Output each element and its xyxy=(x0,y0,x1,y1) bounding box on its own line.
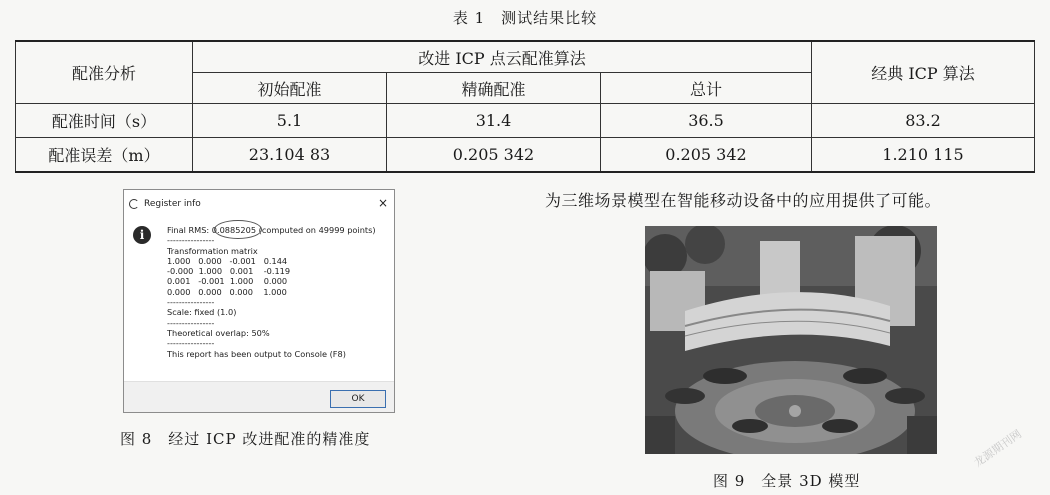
table-caption: 表 1 测试结果比较 xyxy=(452,9,598,27)
info-icon: i xyxy=(133,226,151,244)
rms-highlight-circle xyxy=(214,220,262,239)
register-info-dialog xyxy=(123,189,395,413)
close-icon[interactable]: × xyxy=(377,196,388,210)
results-table xyxy=(15,40,1035,173)
cell-error-total: 0.205 342 xyxy=(601,138,812,173)
dialog-title-bar xyxy=(129,199,201,209)
row-label-time: 配准时间（s） xyxy=(16,104,193,138)
subheader-initial: 初始配准 xyxy=(193,73,387,104)
subheader-fine: 精确配准 xyxy=(387,73,601,104)
row-label-error: 配准误差（m） xyxy=(16,138,193,173)
panorama-3d-model-image xyxy=(645,226,937,454)
cell-time-initial: 5.1 xyxy=(193,104,387,138)
cell-time-fine: 31.4 xyxy=(387,104,601,138)
header-improved-icp: 改进 ICP 点云配准算法 xyxy=(193,41,812,73)
cell-time-classic: 83.2 xyxy=(812,104,1035,138)
header-classic-icp: 经典 ICP 算法 xyxy=(812,41,1035,104)
header-analysis: 配准分析 xyxy=(16,41,193,104)
cell-error-classic: 1.210 115 xyxy=(812,138,1035,173)
dialog-title: Register info xyxy=(144,199,201,209)
cell-error-fine: 0.205 342 xyxy=(387,138,601,173)
dialog-footer xyxy=(124,381,394,412)
figure-9-caption: 图 9 全景 3D 模型 xyxy=(713,472,861,490)
figure-8-caption: 图 8 经过 ICP 改进配准的精准度 xyxy=(120,430,371,448)
cell-time-total: 36.5 xyxy=(601,104,812,138)
ok-button[interactable]: OK xyxy=(330,390,386,408)
dialog-report-text: Final RMS: 0.0885205 (computed on 49999 points) ---------------- Transformation matrix 1.000 0.000 -0.001 0.144 -0.000 1.000 0.001 -0.119 0.001 -0.001 1.000 0.000 0.000 0.000 0.000 1.000 ---------------- Scale: fixed (1.0) ---------------- Theoretical overlap: 50% ---------------- This report has been output to Console (F8) xyxy=(167,225,376,359)
cell-error-initial: 23.104 83 xyxy=(193,138,387,173)
body-text: 为三维场景模型在智能移动设备中的应用提供了可能。 xyxy=(545,191,942,210)
subheader-total: 总计 xyxy=(601,73,812,104)
watermark: 龙源期刊网 xyxy=(971,427,1025,470)
app-icon xyxy=(129,199,139,209)
